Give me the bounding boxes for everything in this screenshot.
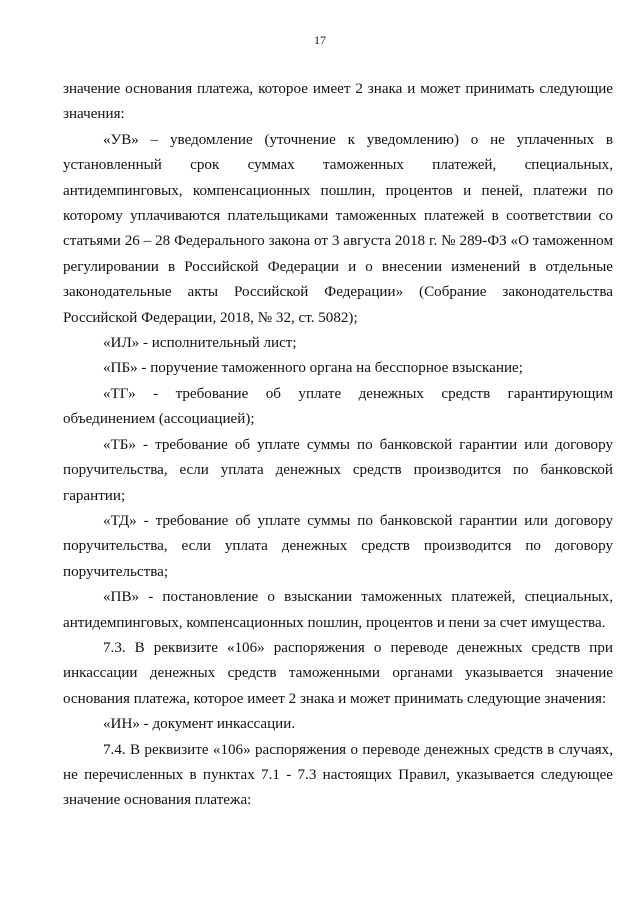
paragraph-7-3: 7.3. В реквизите «106» распоряжения о переводе денежных средств при инкассации денежных средств таможенными органами указывается значение основания платежа, которое имеет 2 знака и может принимать следующие значения: (63, 639, 613, 707)
paragraph-il: «ИЛ» - исполнительный лист; (103, 335, 297, 352)
paragraph-td: «ТД» - требование об уплате суммы по банковской гарантии или договору поручительства, если уплата денежных средств производится по договору поручительства; (63, 512, 613, 580)
paragraph-payment-basis-intro: значение основания платежа, которое имеет 2 знака и может принимать следующие значения: (63, 81, 613, 123)
paragraph-pb: «ПБ» - поручение таможенного органа на бесспорное взыскание; (103, 360, 523, 377)
document-body (63, 77, 613, 814)
page-number: 17 (314, 33, 326, 47)
paragraph-tb: «ТБ» - требование об уплате суммы по банковской гарантии или договору поручительства, если уплата денежных средств производится по банковской гарантии; (63, 436, 613, 504)
paragraph-in: «ИН» - документ инкассации. (103, 716, 296, 733)
paragraph-7-4: 7.4. В реквизите «106» распоряжения о переводе денежных средств в случаях, не перечисленных в пунктах 7.1 - 7.3 настоящих Правил, указывается следующее значение основания платежа: (63, 741, 613, 809)
paragraph-uv: «УВ» – уведомление (уточнение к уведомлению) о не уплаченных в установленный срок суммах таможенных платежей, специальных, антидемпинговых, компенсационных пошлин, процентов и пеней, платежи по которому уплачиваются плательщиками таможенных платежей в соответствии со статьями 26 – 28 Федерального закона от 3 августа 2018 г. № 289-ФЗ «О таможенном регулировании в Российской Федерации и о внесении изменений в отдельные законодательные акты Российской Федерации» (Собрание законодательства Российской Федерации, 2018, № 32, ст. 5082); (63, 131, 613, 326)
paragraph-tg: «ТГ» - требование об уплате денежных средств гарантирующим объединением (ассоциацией); (63, 385, 613, 428)
paragraph-pv: «ПВ» - постановление о взыскании таможенных платежей, специальных, антидемпинговых, компенсационных пошлин, процентов и пени за счет имущества. (63, 589, 613, 631)
